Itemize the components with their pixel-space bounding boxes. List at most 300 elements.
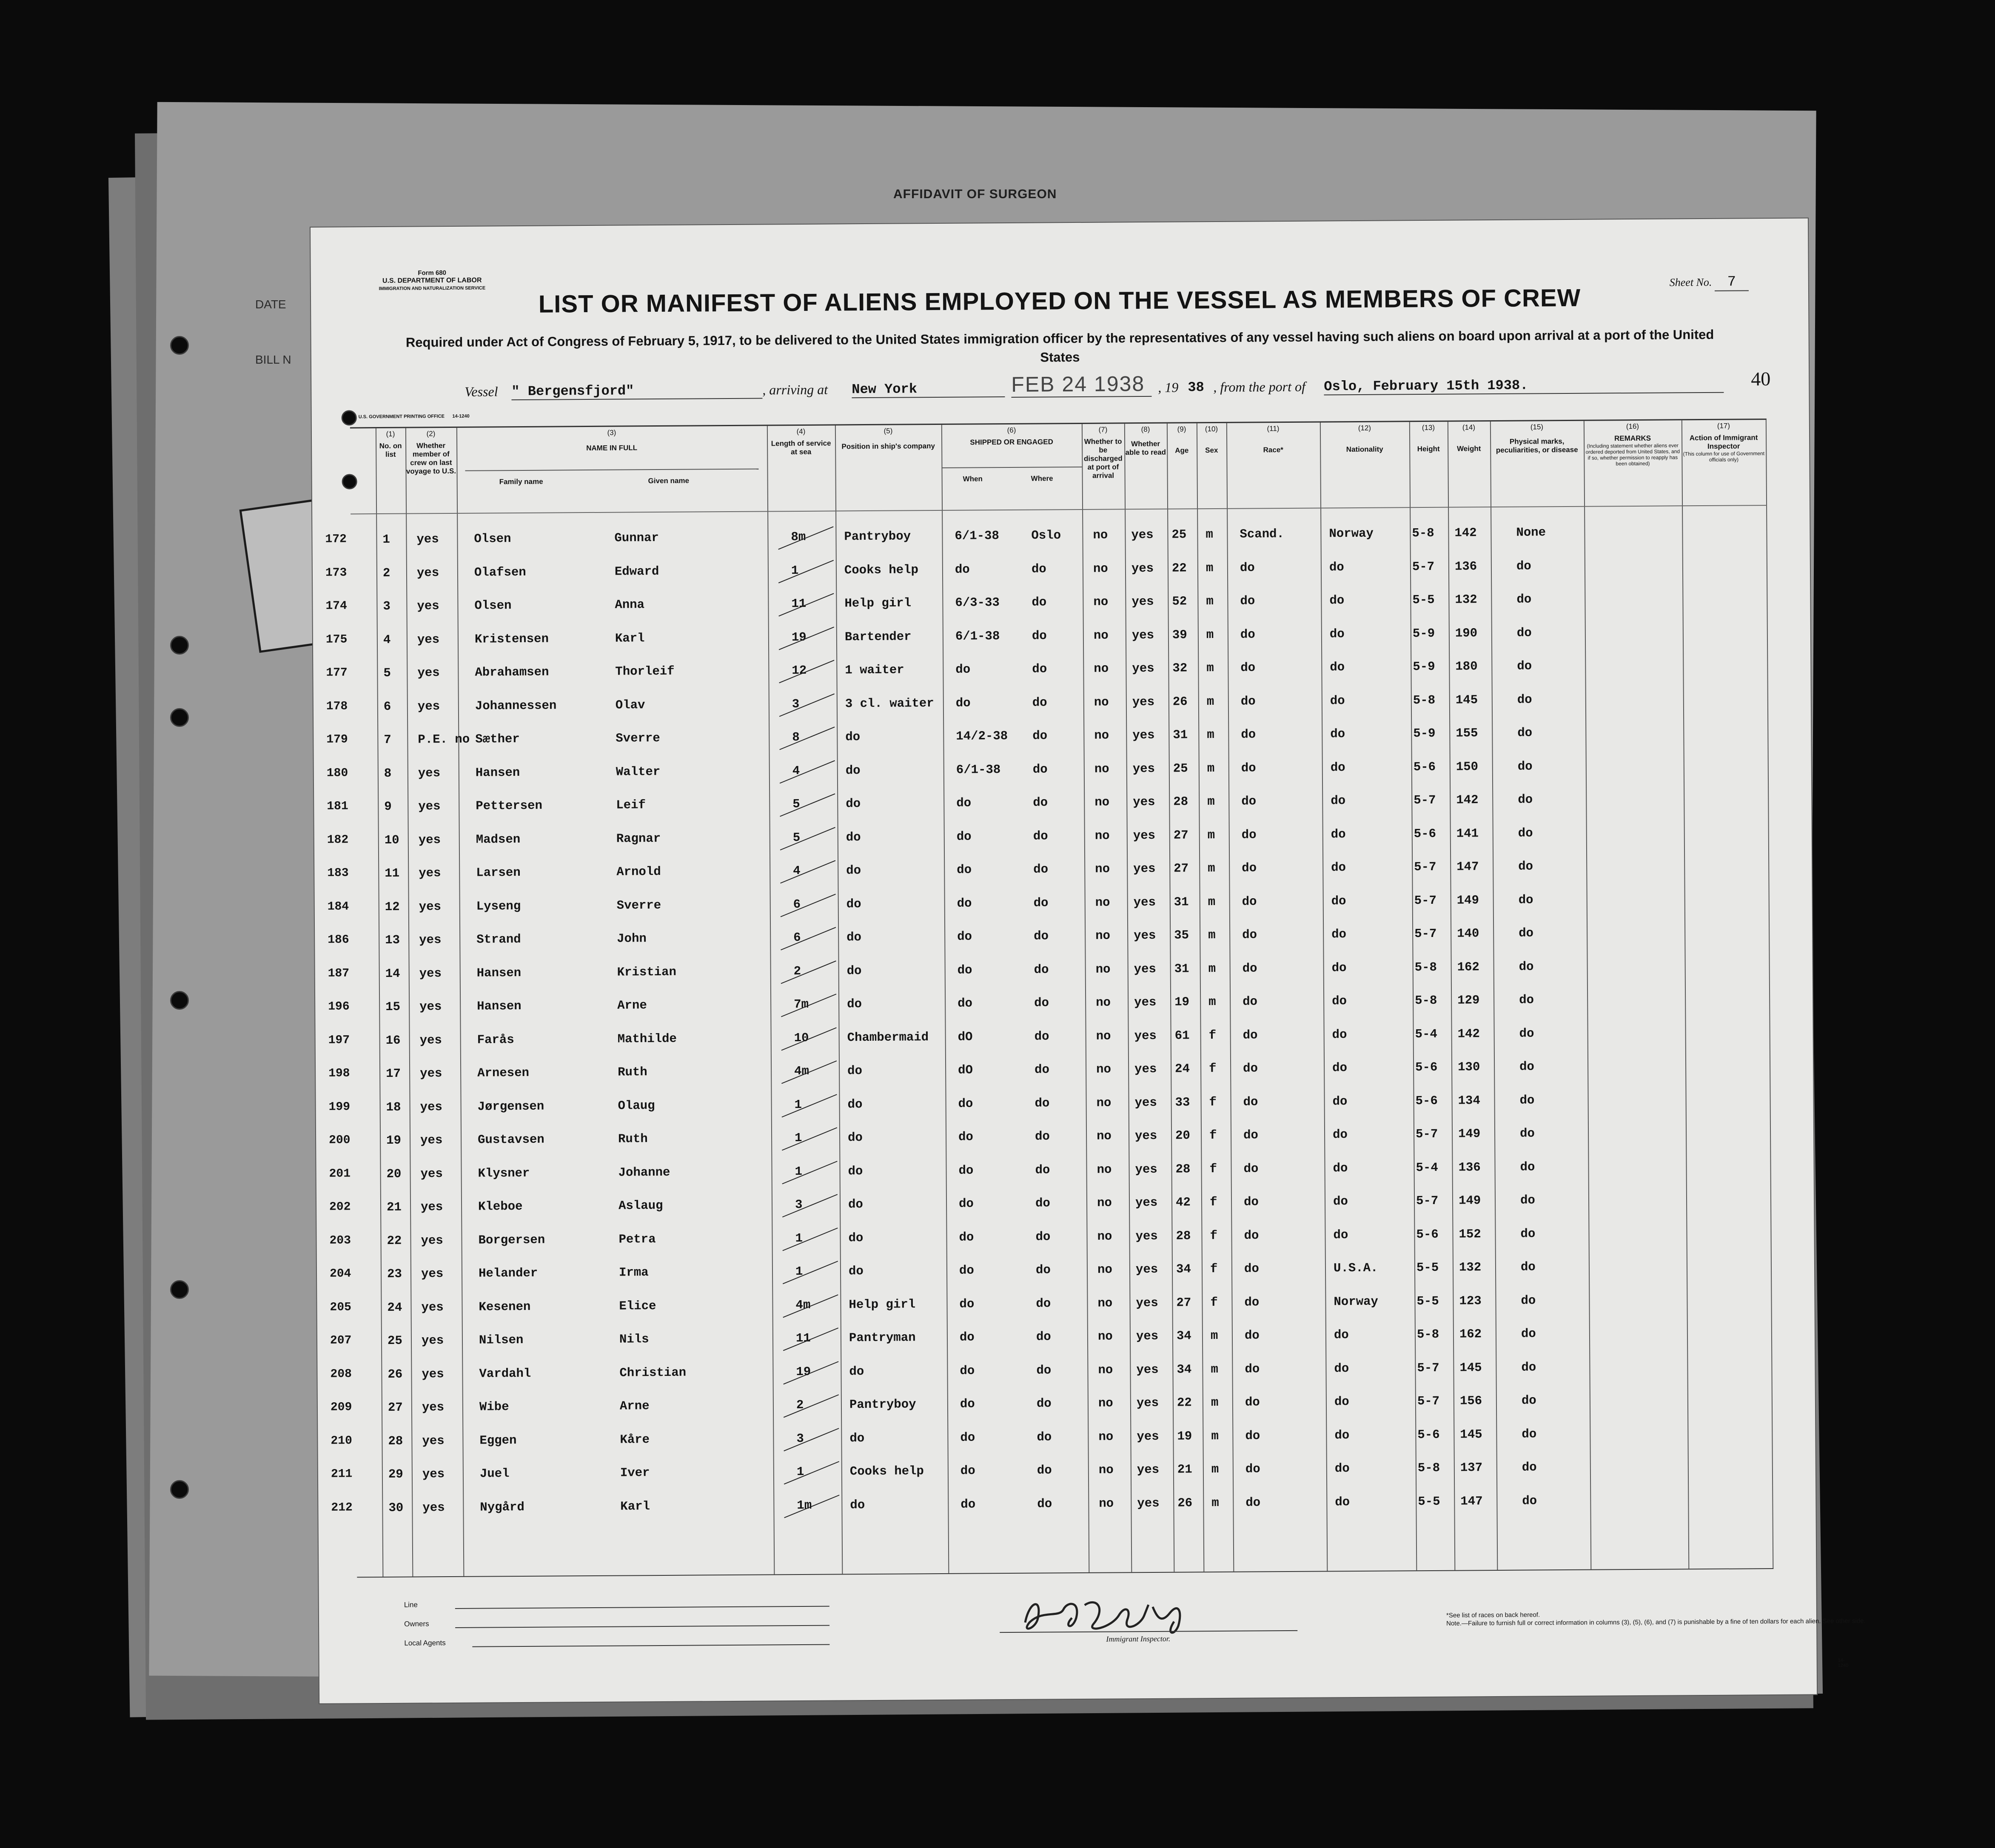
cell-read: yes	[1135, 1229, 1158, 1243]
cell-margin: 187	[328, 966, 350, 980]
cell-no: 14	[385, 966, 400, 981]
cell-family: Olsen	[474, 598, 512, 613]
cell-read: yes	[1134, 962, 1157, 976]
col-header-13: (13) Height	[1417, 423, 1440, 453]
cell-no: 12	[385, 900, 400, 914]
cell-family: Vardahl	[479, 1366, 531, 1381]
cell-position: do	[847, 1064, 863, 1078]
sheet-number-value: 7	[1715, 274, 1749, 291]
col-header-4: (4) Length of service at sea	[771, 427, 831, 456]
cell-race: do	[1242, 894, 1257, 909]
cell-position: do	[845, 730, 861, 744]
cell-disch: no	[1096, 1062, 1112, 1076]
cell-marks: do	[1519, 1026, 1534, 1041]
cell-nat: do	[1332, 1128, 1348, 1142]
cell-service: 3	[792, 697, 800, 711]
service-tally-stroke	[782, 1161, 837, 1184]
cell-age: 31	[1173, 728, 1188, 742]
cell-last: yes	[418, 766, 441, 780]
col-header-10: (10) Sex	[1205, 424, 1218, 455]
cell-race: do	[1243, 1128, 1258, 1142]
cell-marks: do	[1521, 1327, 1536, 1341]
owners-label: Owners	[404, 1620, 429, 1628]
cell-age: 20	[1175, 1128, 1190, 1143]
footer-notes	[1446, 1609, 1872, 1628]
cell-disch: no	[1097, 1296, 1113, 1310]
cell-when: 6/1-38	[956, 762, 1001, 777]
form-code: 14-1240	[1838, 1658, 1849, 1669]
cell-height: 5-8	[1416, 1327, 1439, 1342]
cell-weight: 147	[1456, 860, 1479, 874]
cell-race: do	[1240, 661, 1256, 675]
cell-family: Hansen	[475, 765, 520, 780]
cell-margin: 209	[330, 1401, 352, 1414]
cell-disch: no	[1096, 995, 1111, 1010]
cell-last: yes	[417, 632, 440, 646]
cell-no: 17	[386, 1066, 401, 1081]
cell-sex: m	[1206, 561, 1214, 575]
cell-disch: no	[1097, 1229, 1112, 1244]
department-name: U.S. DEPARTMENT OF LABOR	[382, 276, 482, 285]
cell-read: yes	[1131, 561, 1154, 575]
vessel-label: Vessel	[465, 384, 498, 399]
family-name-header: Family name	[499, 477, 543, 486]
cell-family: Gustavsen	[478, 1132, 544, 1147]
cell-service: 11	[791, 596, 807, 611]
cell-race: Scand.	[1240, 527, 1284, 541]
service-tally-stroke	[780, 860, 835, 883]
cell-given: Sverre	[616, 731, 660, 746]
cell-margin: 201	[329, 1167, 351, 1181]
cell-read: yes	[1135, 1162, 1157, 1176]
cell-position: Help girl	[849, 1297, 916, 1312]
cell-nat: do	[1333, 1194, 1348, 1209]
cell-margin: 175	[325, 632, 348, 646]
cell-sex: f	[1209, 1062, 1217, 1076]
cell-where: do	[1037, 1429, 1052, 1444]
service-tally-stroke	[780, 760, 835, 783]
cell-disch: no	[1093, 628, 1109, 643]
cell-read: yes	[1136, 1296, 1158, 1310]
col-header-9: (9) Age	[1175, 425, 1189, 455]
cell-given: Thorleif	[615, 664, 675, 679]
cell-given: Olav	[615, 698, 645, 712]
crew-manifest-table	[325, 419, 1773, 1577]
cell-margin: 200	[329, 1133, 351, 1147]
cell-age: 39	[1172, 627, 1187, 642]
cell-sex: f	[1209, 1128, 1217, 1143]
cell-margin: 208	[330, 1367, 352, 1381]
cell-nat: do	[1331, 894, 1346, 908]
cell-disch: no	[1095, 962, 1111, 977]
cell-family: Madsen	[476, 832, 521, 847]
cell-nat: do	[1331, 794, 1346, 808]
cell-when: do	[955, 662, 971, 677]
cell-where: do	[1032, 695, 1047, 710]
cell-weight: 145	[1460, 1427, 1482, 1442]
cell-when: do	[958, 996, 973, 1011]
cell-nat: do	[1330, 727, 1345, 741]
cell-last: yes	[421, 1300, 444, 1314]
cell-height: 5-6	[1416, 1227, 1439, 1241]
from-label: , from the port of	[1213, 379, 1306, 395]
service-tally-stroke	[781, 994, 836, 1017]
cell-where: do	[1034, 996, 1049, 1010]
cell-service: 1	[794, 1130, 802, 1145]
cell-margin: 179	[326, 733, 348, 746]
cell-no: 8	[384, 766, 392, 780]
cell-service: 6	[793, 930, 801, 945]
cell-marks: do	[1517, 726, 1533, 740]
cell-height: 5-7	[1414, 860, 1436, 874]
cell-weight: 142	[1456, 793, 1479, 807]
cell-age: 61	[1174, 1028, 1190, 1043]
cell-margin: 205	[330, 1300, 352, 1314]
cell-age: 19	[1177, 1429, 1192, 1444]
cell-where: Oslo	[1031, 528, 1061, 543]
cell-sex: m	[1210, 1329, 1218, 1343]
cell-read: yes	[1132, 661, 1154, 676]
cell-no: 7	[384, 732, 391, 747]
cell-no: 19	[386, 1133, 402, 1148]
cell-where: do	[1035, 1129, 1050, 1144]
inspector-label: Immigrant Inspector.	[1106, 1634, 1171, 1643]
cell-position: Pantryman	[849, 1330, 916, 1345]
cell-disch: no	[1093, 595, 1109, 609]
cell-race: do	[1242, 861, 1257, 875]
cell-marks: do	[1519, 1126, 1535, 1141]
service-tally-stroke	[780, 793, 835, 817]
cell-race: do	[1240, 560, 1255, 575]
cell-read: yes	[1136, 1329, 1159, 1344]
cell-age: 24	[1175, 1062, 1190, 1076]
service-tally-stroke	[782, 1227, 838, 1251]
cell-last: yes	[417, 666, 440, 680]
cell-when: dO	[958, 1063, 973, 1077]
cell-sex: m	[1208, 961, 1216, 976]
cell-age: 34	[1176, 1329, 1191, 1343]
cell-service: 1	[791, 563, 799, 578]
cell-when: do	[959, 1297, 975, 1311]
cell-margin: 181	[327, 800, 348, 813]
cell-family: Hansen	[476, 965, 522, 980]
cell-when: do	[960, 1430, 975, 1445]
cell-margin: 210	[331, 1434, 352, 1448]
cell-service: 5	[792, 797, 800, 812]
cell-margin: 177	[326, 666, 348, 680]
cell-position: do	[849, 1364, 864, 1378]
cell-last: yes	[420, 1200, 443, 1214]
cell-margin: 204	[329, 1267, 351, 1281]
cell-no: 6	[383, 699, 391, 714]
cell-where: do	[1036, 1363, 1052, 1378]
cell-read: yes	[1137, 1462, 1160, 1477]
service-tally-stroke	[778, 560, 834, 583]
service-tally-stroke	[784, 1394, 839, 1418]
cell-margin: 186	[328, 933, 349, 947]
arriving-port: New York	[852, 381, 1005, 398]
cell-family: Klysner	[478, 1166, 530, 1181]
binder-hole	[170, 636, 189, 655]
cell-where: do	[1032, 628, 1047, 643]
cell-marks: do	[1521, 1293, 1536, 1308]
cell-weight: 162	[1459, 1327, 1482, 1341]
col-header-7: (7) Whether to be discharged at port of arrival	[1083, 425, 1123, 480]
cell-sex: m	[1208, 894, 1216, 909]
cell-age: 22	[1177, 1395, 1192, 1410]
printing-office: U.S. GOVERNMENT PRINTING OFFICE 14-1240	[358, 413, 470, 420]
cell-disch: no	[1096, 1096, 1112, 1110]
cell-when: 6/3-33	[955, 595, 1000, 610]
cell-last: yes	[420, 1066, 442, 1081]
cell-sex: f	[1209, 1162, 1217, 1176]
manifest-sheet	[311, 218, 1866, 1703]
cell-where: do	[1033, 795, 1048, 810]
date-stamp: FEB 24 1938	[1011, 371, 1151, 398]
cell-height: 5-7	[1414, 926, 1437, 941]
cell-disch: no	[1099, 1496, 1114, 1511]
cell-read: yes	[1135, 1195, 1158, 1210]
cell-position: do	[848, 1230, 864, 1245]
cell-weight: 132	[1455, 592, 1477, 607]
cell-where: do	[1037, 1496, 1052, 1511]
cell-disch: no	[1094, 795, 1110, 809]
service-tally-stroke	[781, 960, 836, 984]
cell-disch: no	[1093, 561, 1108, 576]
cell-disch: no	[1096, 1129, 1112, 1143]
cell-position: do	[848, 1197, 863, 1212]
cell-position: Pantryboy	[844, 529, 911, 544]
cell-where: do	[1037, 1463, 1052, 1478]
line-field	[455, 1606, 829, 1609]
cell-weight: 141	[1456, 826, 1479, 841]
cell-sex: m	[1207, 794, 1215, 809]
cell-read: yes	[1134, 1028, 1157, 1043]
vessel-line	[465, 372, 1724, 410]
cell-weight: 149	[1456, 893, 1479, 908]
service-tally-stroke	[782, 1127, 837, 1150]
cell-marks: do	[1520, 1260, 1536, 1274]
cell-age: 21	[1177, 1462, 1192, 1477]
cell-given: Karl	[620, 1499, 650, 1514]
cell-no: 30	[388, 1501, 404, 1515]
local-agents-field	[472, 1644, 829, 1647]
manifest-footer	[404, 1592, 1866, 1686]
service-tally-stroke	[779, 726, 835, 750]
cell-given: Kåre	[620, 1432, 650, 1447]
cell-weight: 132	[1459, 1260, 1482, 1275]
cell-family: Olsen	[474, 532, 511, 546]
cell-disch: no	[1095, 895, 1110, 910]
cell-sex: m	[1206, 627, 1214, 642]
cell-height: 5-7	[1414, 793, 1436, 808]
cell-age: 42	[1175, 1195, 1191, 1210]
cell-family: Kesenen	[479, 1299, 531, 1314]
cell-disch: no	[1098, 1429, 1114, 1444]
cell-height: 5-5	[1418, 1494, 1440, 1509]
cell-sex: m	[1206, 594, 1214, 609]
col-header-6: (6) SHIPPED OR ENGAGED When Where	[941, 424, 1082, 510]
cell-no: 22	[387, 1233, 402, 1248]
cell-sex: m	[1208, 861, 1215, 876]
cell-height: 5-5	[1416, 1294, 1439, 1308]
cell-sex: m	[1206, 694, 1214, 709]
cell-no: 5	[383, 666, 391, 680]
cell-weight: 142	[1454, 526, 1477, 540]
cell-age: 34	[1177, 1362, 1192, 1377]
cell-service: 1	[796, 1464, 804, 1479]
cell-age: 28	[1173, 794, 1188, 809]
cell-read: yes	[1131, 628, 1154, 642]
binder-hole	[170, 708, 189, 727]
cell-sex: m	[1211, 1429, 1219, 1443]
cell-height: 5-5	[1412, 592, 1435, 607]
cell-given: Arne	[619, 1399, 650, 1413]
cell-sex: f	[1209, 1095, 1217, 1109]
cell-margin: 212	[331, 1501, 353, 1515]
cell-marks: do	[1520, 1159, 1535, 1174]
service-tally-stroke	[781, 1027, 837, 1051]
cell-height: 5-7	[1417, 1394, 1440, 1409]
cell-family: Borgersen	[478, 1233, 545, 1247]
cell-where: do	[1033, 862, 1049, 877]
cell-disch: no	[1098, 1396, 1113, 1410]
cell-service: 8	[792, 730, 800, 745]
cell-race: do	[1242, 928, 1257, 942]
cell-nat: do	[1333, 1227, 1348, 1242]
cell-height: 5-9	[1412, 626, 1435, 641]
cell-when: do	[957, 929, 972, 944]
cell-marks: do	[1516, 592, 1532, 607]
cell-height: 5-8	[1417, 1461, 1440, 1475]
cell-no: 18	[386, 1100, 401, 1114]
cell-service: 2	[793, 964, 801, 978]
cell-margin: 199	[328, 1100, 351, 1114]
cell-last: yes	[421, 1233, 443, 1247]
form-identifier	[362, 269, 502, 293]
cell-last: yes	[419, 933, 442, 947]
cell-position: Help girl	[844, 596, 912, 611]
col-header-2: (2) Whether member of crew on last voyage to U.S.	[406, 430, 456, 476]
cell-when: do	[958, 1096, 973, 1111]
cell-last: yes	[416, 532, 439, 547]
cell-read: yes	[1132, 728, 1155, 743]
cell-when: do	[957, 896, 972, 911]
col-header-16: (16) REMARKS (Including statement whether aliens ever ordered deported from United States, and if so, whether permission to reapply has been obtained)	[1585, 422, 1680, 467]
cell-margin: 184	[327, 900, 349, 914]
cell-height: 5-7	[1416, 1193, 1439, 1208]
cell-service: 19	[796, 1364, 811, 1379]
cell-weight: 149	[1458, 1193, 1481, 1208]
cell-margin: 211	[331, 1467, 353, 1481]
cell-age: 27	[1174, 861, 1189, 876]
cell-race: do	[1243, 1094, 1258, 1109]
cell-sex: m	[1211, 1362, 1218, 1376]
cell-given: Ruth	[618, 1065, 647, 1079]
cell-age: 28	[1176, 1228, 1191, 1243]
back-date-label: DATE	[255, 298, 286, 311]
col-header-15: (15) Physical marks, peculiarities, or disease	[1496, 423, 1578, 454]
cell-position: Pantryboy	[849, 1397, 916, 1412]
owners-field	[455, 1625, 829, 1628]
cell-no: 11	[385, 866, 400, 880]
cell-no: 9	[384, 799, 392, 814]
cell-marks: do	[1519, 1059, 1535, 1074]
cell-race: do	[1241, 760, 1256, 775]
cell-where: do	[1035, 1096, 1050, 1111]
cell-when: 14/2-38	[956, 729, 1008, 743]
cell-where: do	[1036, 1396, 1052, 1411]
cell-read: yes	[1132, 695, 1155, 709]
cell-position: do	[846, 897, 861, 911]
cell-marks: do	[1517, 692, 1532, 707]
cell-read: yes	[1133, 828, 1156, 843]
cell-no: 16	[385, 1033, 401, 1048]
affidavit-heading: AFFIDAVIT OF SURGEON	[893, 187, 1057, 201]
cell-position: do	[847, 1130, 863, 1145]
cell-read: yes	[1137, 1429, 1159, 1444]
cell-given: Gunnar	[614, 531, 659, 545]
cell-no: 20	[386, 1167, 402, 1181]
cell-last: yes	[416, 565, 439, 580]
cell-service: 8m	[791, 530, 806, 544]
cell-marks: do	[1522, 1460, 1537, 1475]
cell-sex: m	[1207, 728, 1214, 742]
cell-service: 4	[793, 863, 801, 878]
cell-marks: do	[1517, 659, 1532, 673]
cell-marks: do	[1520, 1193, 1535, 1207]
cell-when: 6/1-38	[955, 529, 999, 543]
cell-where: do	[1036, 1296, 1051, 1311]
cell-height: 5-4	[1416, 1160, 1438, 1175]
cell-no: 29	[388, 1467, 403, 1481]
cell-read: yes	[1133, 895, 1156, 909]
cell-nat: do	[1329, 626, 1345, 641]
cell-last: yes	[419, 866, 441, 880]
cell-when: do	[959, 1330, 975, 1344]
cell-read: yes	[1134, 995, 1157, 1010]
cell-sex: f	[1210, 1228, 1218, 1243]
cell-marks: do	[1516, 558, 1531, 573]
cell-last: yes	[419, 966, 442, 980]
cell-nat: do	[1334, 1428, 1350, 1442]
cell-given: Walter	[616, 764, 661, 779]
cell-nat: do	[1329, 560, 1344, 574]
cell-marks: do	[1522, 1493, 1537, 1508]
cell-given: Iver	[620, 1466, 650, 1480]
cell-family: Eggen	[479, 1433, 517, 1448]
cell-read: yes	[1136, 1362, 1159, 1377]
back-bill-label: BILL N	[255, 353, 291, 366]
cell-service: 2	[796, 1398, 804, 1412]
col-header-3: (3) NAME IN FULL Family name Given name	[456, 426, 767, 513]
cell-race: do	[1241, 794, 1257, 809]
cell-last: yes	[417, 699, 440, 713]
cell-margin: 173	[325, 566, 347, 580]
cell-race: do	[1241, 827, 1257, 842]
cell-read: yes	[1137, 1496, 1160, 1510]
cell-given: Karl	[615, 631, 645, 646]
cell-when: do	[956, 829, 972, 844]
cell-family: Wibe	[479, 1400, 509, 1414]
cell-family: Lyseng	[476, 899, 521, 914]
cell-given: Nils	[619, 1332, 649, 1347]
cell-family: Kleboe	[478, 1199, 523, 1214]
cell-no: 3	[383, 599, 390, 613]
cell-nat: do	[1331, 860, 1346, 875]
service-name: IMMIGRATION AND NATURALIZATION SERVICE	[379, 285, 486, 292]
from-port: Oslo, February 15th 1938.	[1324, 376, 1724, 396]
